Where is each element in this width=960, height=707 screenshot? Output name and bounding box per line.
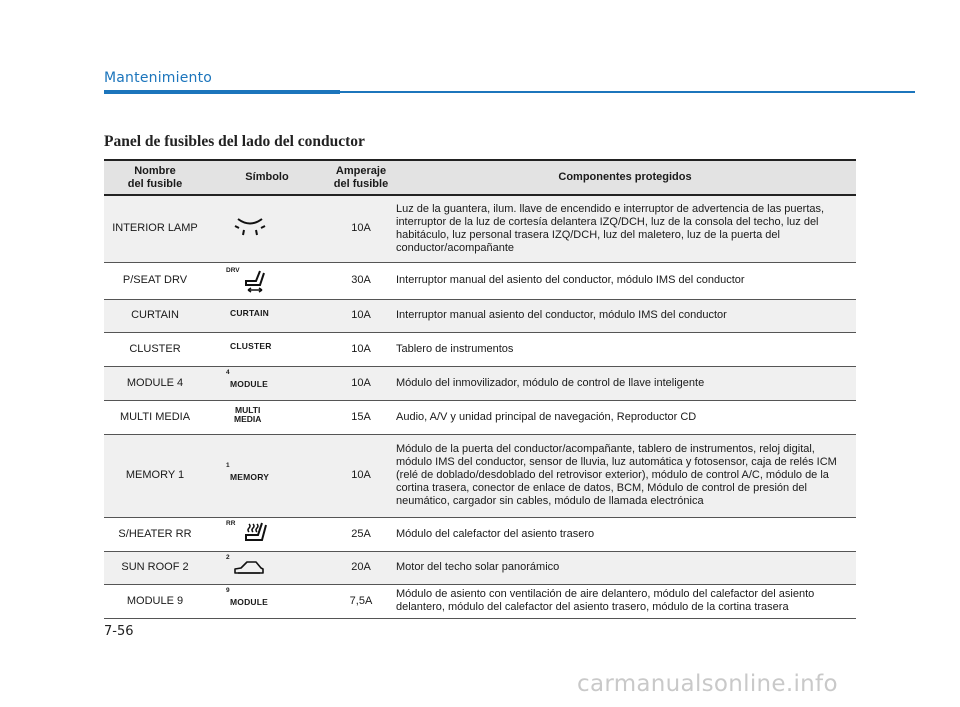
fuse-name: CLUSTER (104, 332, 206, 366)
symbol-superscript: DRV (226, 266, 240, 274)
fuse-symbol (206, 299, 328, 332)
header-rule-thick (104, 90, 340, 94)
header-fuse-name-line2: del fusible (127, 177, 183, 190)
fuse-amperage: 7,5A (328, 584, 394, 618)
fuse-components: Motor del techo solar panorámico (394, 551, 856, 584)
symbol-box (226, 460, 296, 488)
symbol-superscript: 4 (226, 369, 230, 376)
header-amperage-line1: Amperaje (335, 164, 387, 177)
fuse-amperage: 15A (328, 400, 394, 434)
fuse-symbol (206, 584, 328, 618)
symbol-text (234, 406, 261, 424)
fuse-components: Módulo de asiento con ventilación de aire delantero, módulo del calefactor del asiento delantero, módulo del calefactor del asiento trasero, módulo de la cortina trasera (394, 584, 856, 618)
fuse-amperage: 20A (328, 551, 394, 584)
fuse-components: Interruptor manual del asiento del conductor, módulo IMS del conductor (394, 262, 856, 299)
fuse-name: MEMORY 1 (104, 434, 206, 517)
fuse-name: P/SEAT DRV (104, 262, 206, 299)
symbol-box (226, 333, 296, 361)
symbol-superscript: RR (226, 520, 236, 527)
fuse-components: Tablero de instrumentos (394, 332, 856, 366)
header-amperage-line2: del fusible (333, 177, 389, 190)
table-row (104, 332, 856, 366)
fuse-amperage: 10A (328, 195, 394, 262)
fuse-components: Módulo de la puerta del conductor/acompañante, tablero de instrumentos, reloj digital, módulo IMS del conductor, sensor de lluvia, luz automática y fotosensor, caja de relés ICM (relé de doblado/desdoblado del retrovisor exterior), módulo de control A/C, módulo de la cortina trasera, conector de enlace de datos, BCM, Módulo de control de presión del neumático, cargador sin cables, módulo de llamada electrónica (394, 434, 856, 517)
fuse-amperage: 30A (328, 262, 394, 299)
table-row (104, 262, 856, 299)
symbol-box (226, 401, 296, 429)
fuse-components: Interruptor manual asiento del conductor, módulo IMS del conductor (394, 299, 856, 332)
fuse-symbol (206, 400, 328, 434)
table-row (104, 517, 856, 551)
fuse-name: SUN ROOF 2 (104, 551, 206, 584)
fuse-name: MULTI MEDIA (104, 400, 206, 434)
panel-title: Panel de fusibles del lado del conductor (104, 133, 365, 150)
table-row (104, 195, 856, 262)
fuse-name: S/HEATER RR (104, 517, 206, 551)
fuse-components: Luz de la guantera, ilum. llave de encendido e interruptor de advertencia de las puertas, interruptor de la luz de cortesía delantera IZQ/DCH, luz de la consola del techo, luz del habitáculo, luz personal trasera IZQ/DCH, luz del maletero, luz de la puerta del conductor/acompañante (394, 195, 856, 262)
fuse-symbol (206, 517, 328, 551)
fuse-name: MODULE 4 (104, 366, 206, 400)
fuse-components: Audio, A/V y unidad principal de navegación, Reproductor CD (394, 400, 856, 434)
table-row (104, 299, 856, 332)
interior-lamp-icon (226, 213, 296, 241)
section-title: Mantenimiento (104, 70, 213, 86)
fuse-name: INTERIOR LAMP (104, 195, 206, 262)
sunroof-car-icon (226, 552, 296, 580)
fuse-name: CURTAIN (104, 299, 206, 332)
table-row (104, 551, 856, 584)
table-row (104, 400, 856, 434)
symbol-box (226, 300, 296, 328)
header-amperage (328, 160, 394, 195)
header-fuse-name (104, 160, 206, 195)
fuse-amperage: 10A (328, 434, 394, 517)
symbol-superscript: 9 (226, 587, 230, 594)
symbol-line2: MEDIA (234, 414, 262, 424)
header-symbol: Símbolo (206, 160, 328, 195)
fuse-amperage: 25A (328, 517, 394, 551)
power-seat-icon (226, 265, 296, 293)
fuse-amperage: 10A (328, 332, 394, 366)
table-row (104, 366, 856, 400)
header-components: Componentes protegidos (394, 160, 856, 195)
table-row (104, 584, 856, 618)
symbol-superscript: 1 (226, 461, 230, 469)
header-fuse-name-line1: Nombre (134, 164, 176, 177)
fuse-name: MODULE 9 (104, 584, 206, 618)
fuse-symbol (206, 262, 328, 299)
symbol-text: MEMORY (230, 471, 270, 482)
fuse-symbol (206, 332, 328, 366)
fuse-components: Módulo del calefactor del asiento trasero (394, 517, 856, 551)
fuse-symbol (206, 195, 328, 262)
fuse-symbol (206, 434, 328, 517)
fuse-amperage: 10A (328, 366, 394, 400)
symbol-text: CLUSTER (230, 341, 272, 351)
fuse-components: Módulo del inmovilizador, módulo de control de llave inteligente (394, 366, 856, 400)
fuse-table (104, 159, 856, 619)
watermark: carmanualsonline.info (577, 671, 838, 697)
symbol-box (226, 585, 296, 613)
header-rule-thin (340, 91, 915, 93)
seat-heater-icon (226, 518, 296, 546)
page-number: 7-56 (104, 624, 134, 639)
symbol-line1: MULTI (235, 405, 261, 415)
fuse-symbol (206, 366, 328, 400)
symbol-text: MODULE (230, 597, 269, 607)
fuse-symbol (206, 551, 328, 584)
table-row (104, 434, 856, 517)
symbol-superscript: 2 (226, 553, 230, 561)
symbol-text: CURTAIN (230, 307, 270, 318)
table-header-row (104, 160, 856, 195)
symbol-text: MODULE (230, 379, 269, 389)
symbol-box (226, 367, 296, 395)
fuse-amperage: 10A (328, 299, 394, 332)
